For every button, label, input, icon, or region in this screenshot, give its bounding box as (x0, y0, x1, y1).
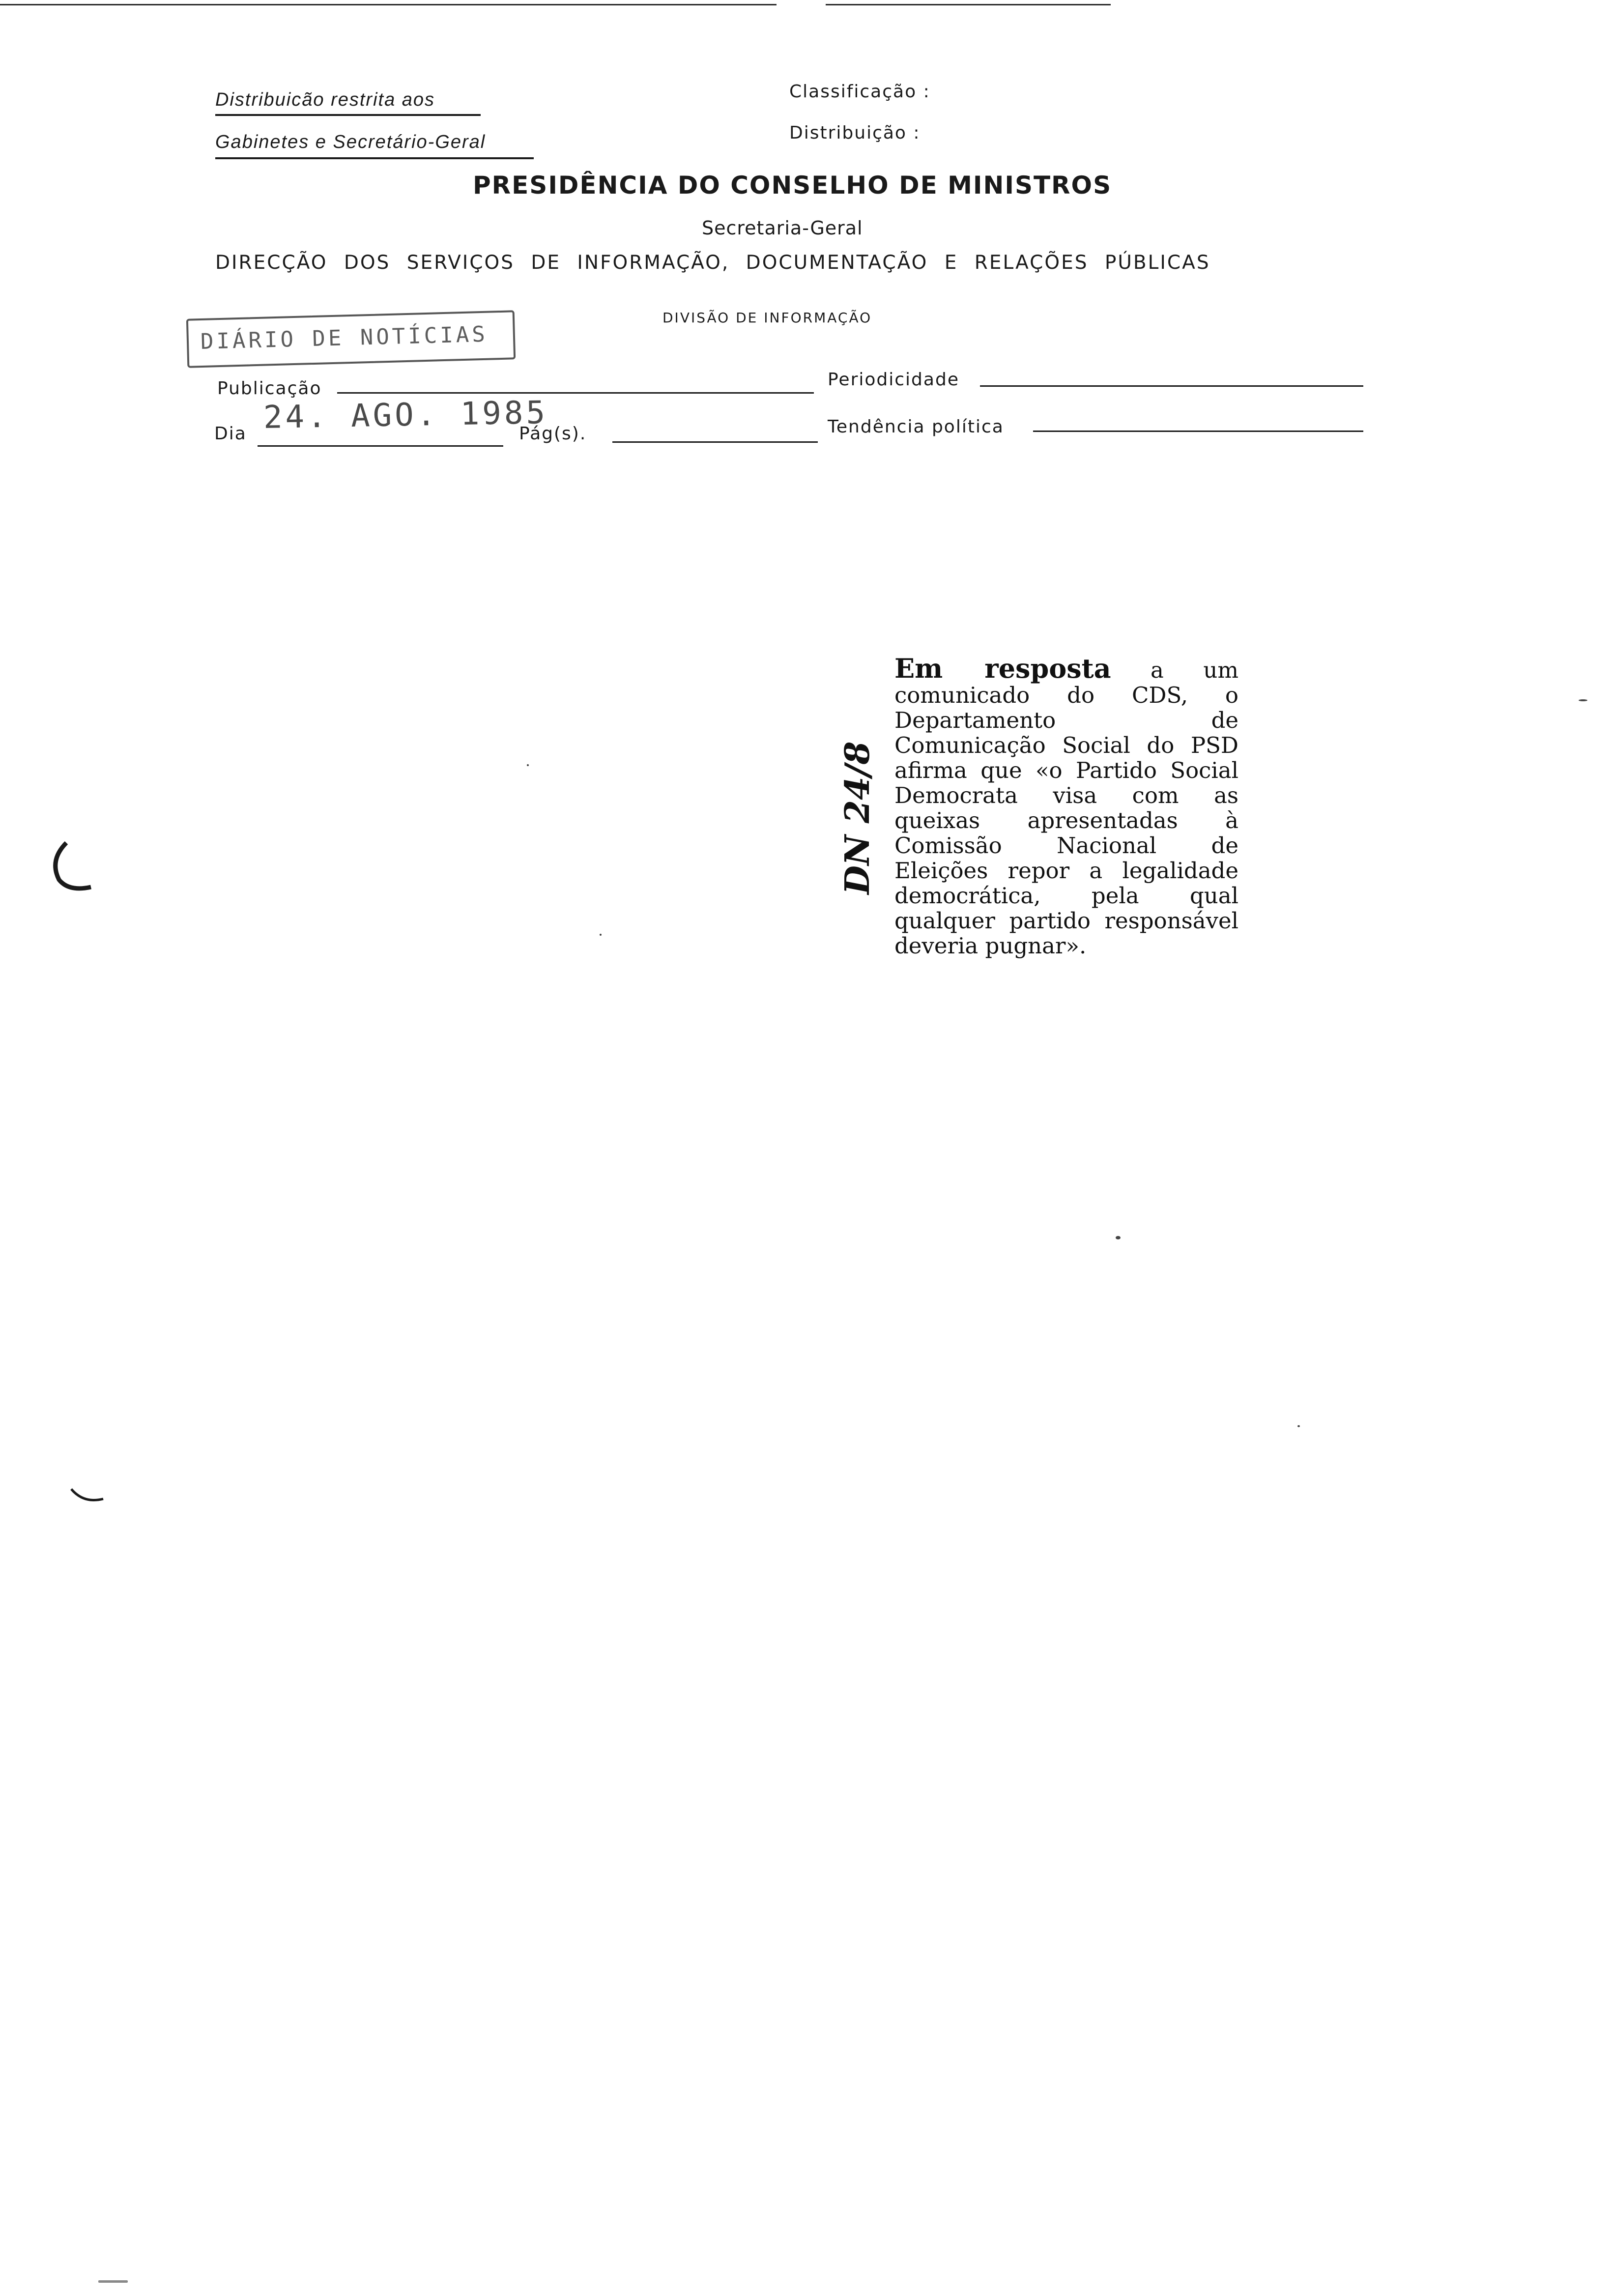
scan-edge-line-right (826, 4, 1111, 5)
pages-label: Pág(s). (519, 424, 587, 444)
periodicity-field-line (980, 385, 1363, 387)
restricted-note-underline1 (215, 114, 481, 116)
publication-field-line (337, 392, 814, 394)
page-title: PRESIDÊNCIA DO CONSELHO DE MINISTROS (473, 171, 1112, 200)
scan-speck-2 (1579, 699, 1587, 701)
restricted-note-underline2 (215, 157, 534, 159)
political-trend-label: Tendência política (828, 417, 1004, 437)
periodicity-label: Periodicidade (828, 370, 959, 390)
political-trend-field-line (1033, 430, 1363, 432)
pages-field-line (612, 441, 818, 443)
scan-speck-5 (600, 934, 602, 936)
news-clipping (894, 653, 1238, 959)
scan-edge-line-left (0, 4, 777, 5)
classification-label: Classificação : (789, 82, 930, 102)
directorate-heading: DIRECÇÃO DOS SERVIÇOS DE INFORMAÇÃO, DOCUMENTAÇÃO E RELAÇÕES PÚBLICAS (215, 252, 1210, 274)
day-date-stamp: 24. AGO. 1985 (263, 394, 548, 436)
publication-stamp (186, 310, 516, 368)
handwritten-annotation (831, 722, 885, 899)
day-label: Dia (214, 424, 247, 444)
handwritten-annotation-text: DN 24/8 (838, 741, 877, 894)
scan-mark-lower-arc (69, 1484, 108, 1509)
clipping-lead: Em resposta (894, 653, 1111, 684)
scan-speck-1 (1116, 1236, 1121, 1239)
publication-stamp-text: DIÁRIO DE NOTÍCIAS (200, 321, 489, 355)
publication-label: Publicação (217, 378, 322, 399)
scan-mark-left-bracket (47, 838, 101, 902)
restricted-note-line1: Distribuicão restrita aos (215, 89, 435, 110)
restricted-note-line2: Gabinetes e Secretário-Geral (215, 132, 486, 152)
scan-speck-6 (98, 2280, 128, 2283)
clipping-body: a um comunicado do CDS, o Departamento de Comunicação Social do PSD afirma que «o Partido Social Democrata visa com as queixas apresentadas à Comissão Nacional de Eleições repor a legalidade democrática, pela qual qualquer partido responsável deveria pugnar». (894, 657, 1238, 959)
division-heading: DIVISÃO DE INFORMAÇÃO (662, 310, 872, 326)
day-field-line (258, 445, 503, 447)
scan-speck-3 (527, 764, 529, 766)
distribution-label: Distribuição : (789, 123, 921, 143)
scan-speck-4 (1297, 1425, 1300, 1427)
page-subtitle: Secretaria-Geral (702, 217, 863, 239)
